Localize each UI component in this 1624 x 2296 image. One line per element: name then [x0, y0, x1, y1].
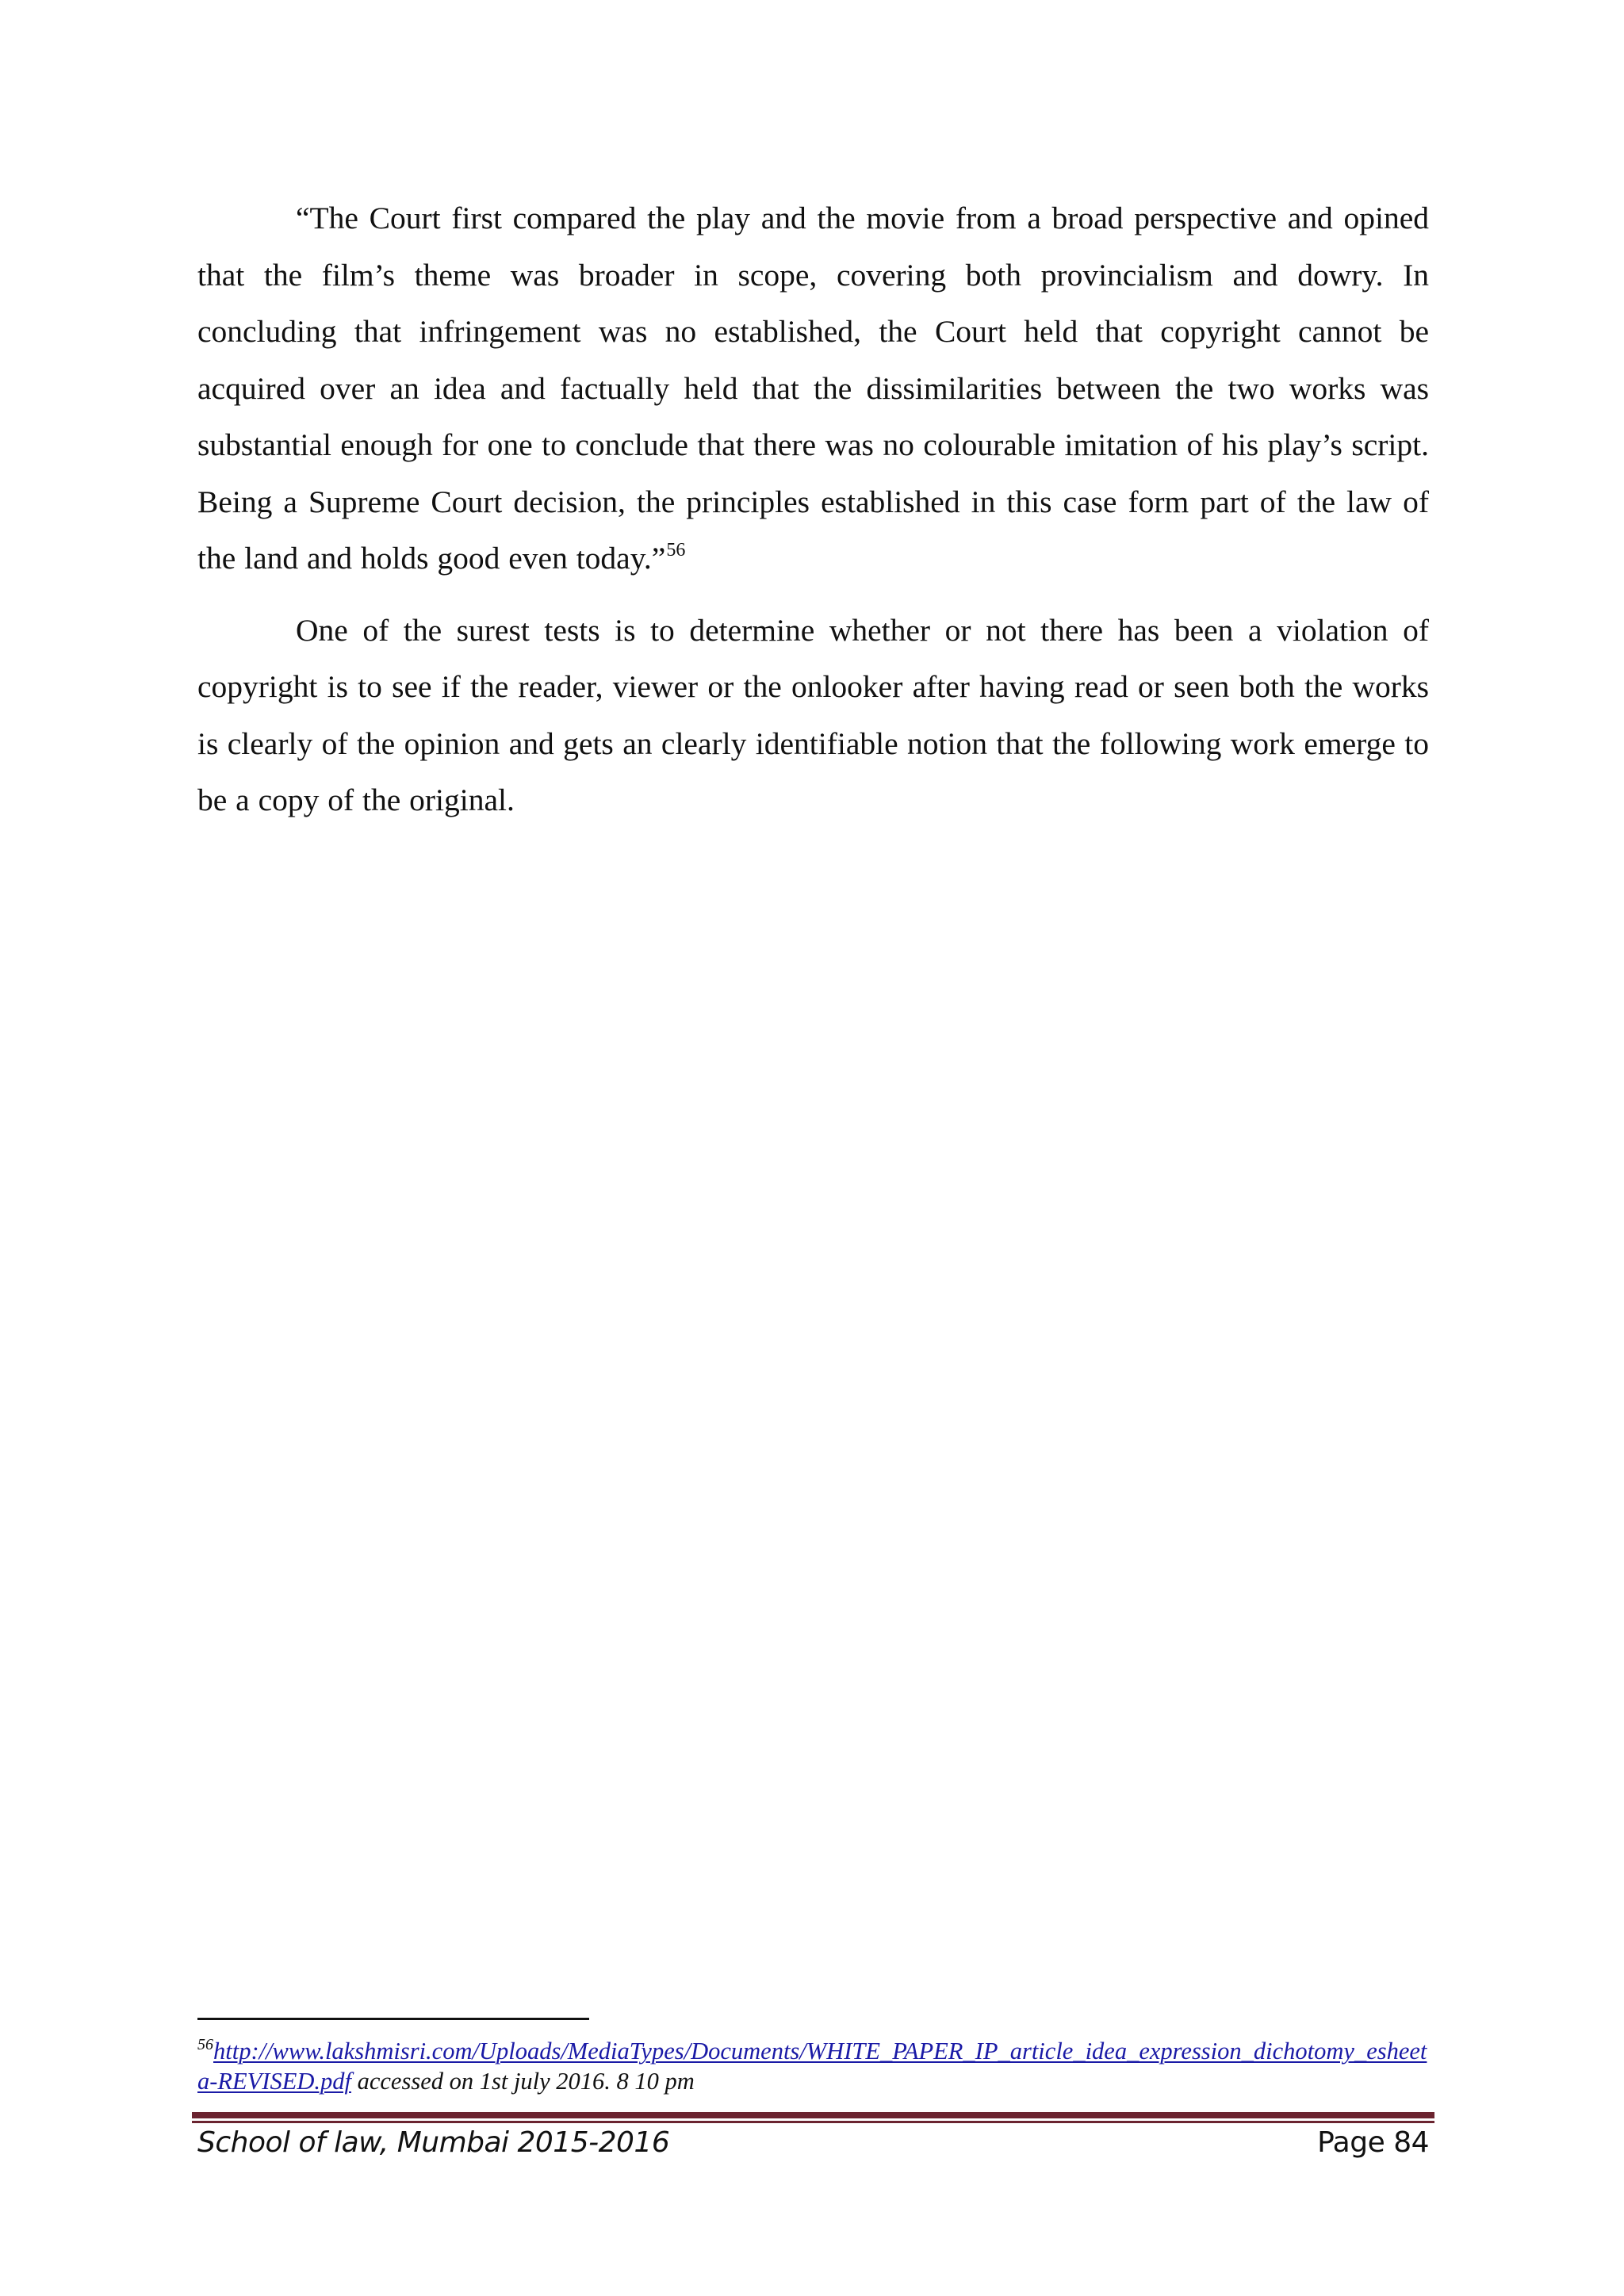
paragraph-quote [197, 190, 1429, 587]
footnote-link[interactable]: http://www.lakshmisri.com/Uploads/MediaTypes/Documents/WHITE_PAPER_IP_article_idea_expression_dichotomy_esheeta-REVISED.pdf [197, 2038, 1427, 2095]
footnote-separator [197, 2018, 589, 2020]
footer-page-number: Page 84 [1317, 2126, 1429, 2159]
footnote-reference[interactable]: 56 [666, 540, 686, 561]
footnote-number: 56 [197, 2036, 213, 2053]
paragraph-copyright-test [197, 603, 1429, 829]
footer-institution: School of law, Mumbai 2015-2016 [197, 2126, 670, 2159]
paragraph-copyright-test-text: One of the surest tests is to determine whether or not there has been a violation of copyright is to see if the reader, viewer or the onlooker after having read or seen both the works is clearly of the opinion and gets an clearly identifiable notion that the following work emerge to be a copy of the original. [197, 612, 1429, 817]
paragraph-quote-text: “The Court first compared the play and the movie from a broad perspective and opined that the film’s theme was broader in scope, covering both provincialism and dowry. In concluding that infringement was no established, the Court held that copyright cannot be acquired over an idea and factually held that the dissimilarities between the two works was substantial enough for one to conclude that there was no colourable imitation of his play’s script. Being a Supreme Court decision, the principles established in this case form part of the law of the land and holds good even today.” [197, 201, 1429, 576]
footnote-accessed-text: accessed on 1st july 2016. 8 10 pm [350, 2068, 695, 2095]
body-text [197, 190, 1429, 829]
footer-divider [192, 2112, 1434, 2123]
footnote [197, 2036, 1429, 2096]
